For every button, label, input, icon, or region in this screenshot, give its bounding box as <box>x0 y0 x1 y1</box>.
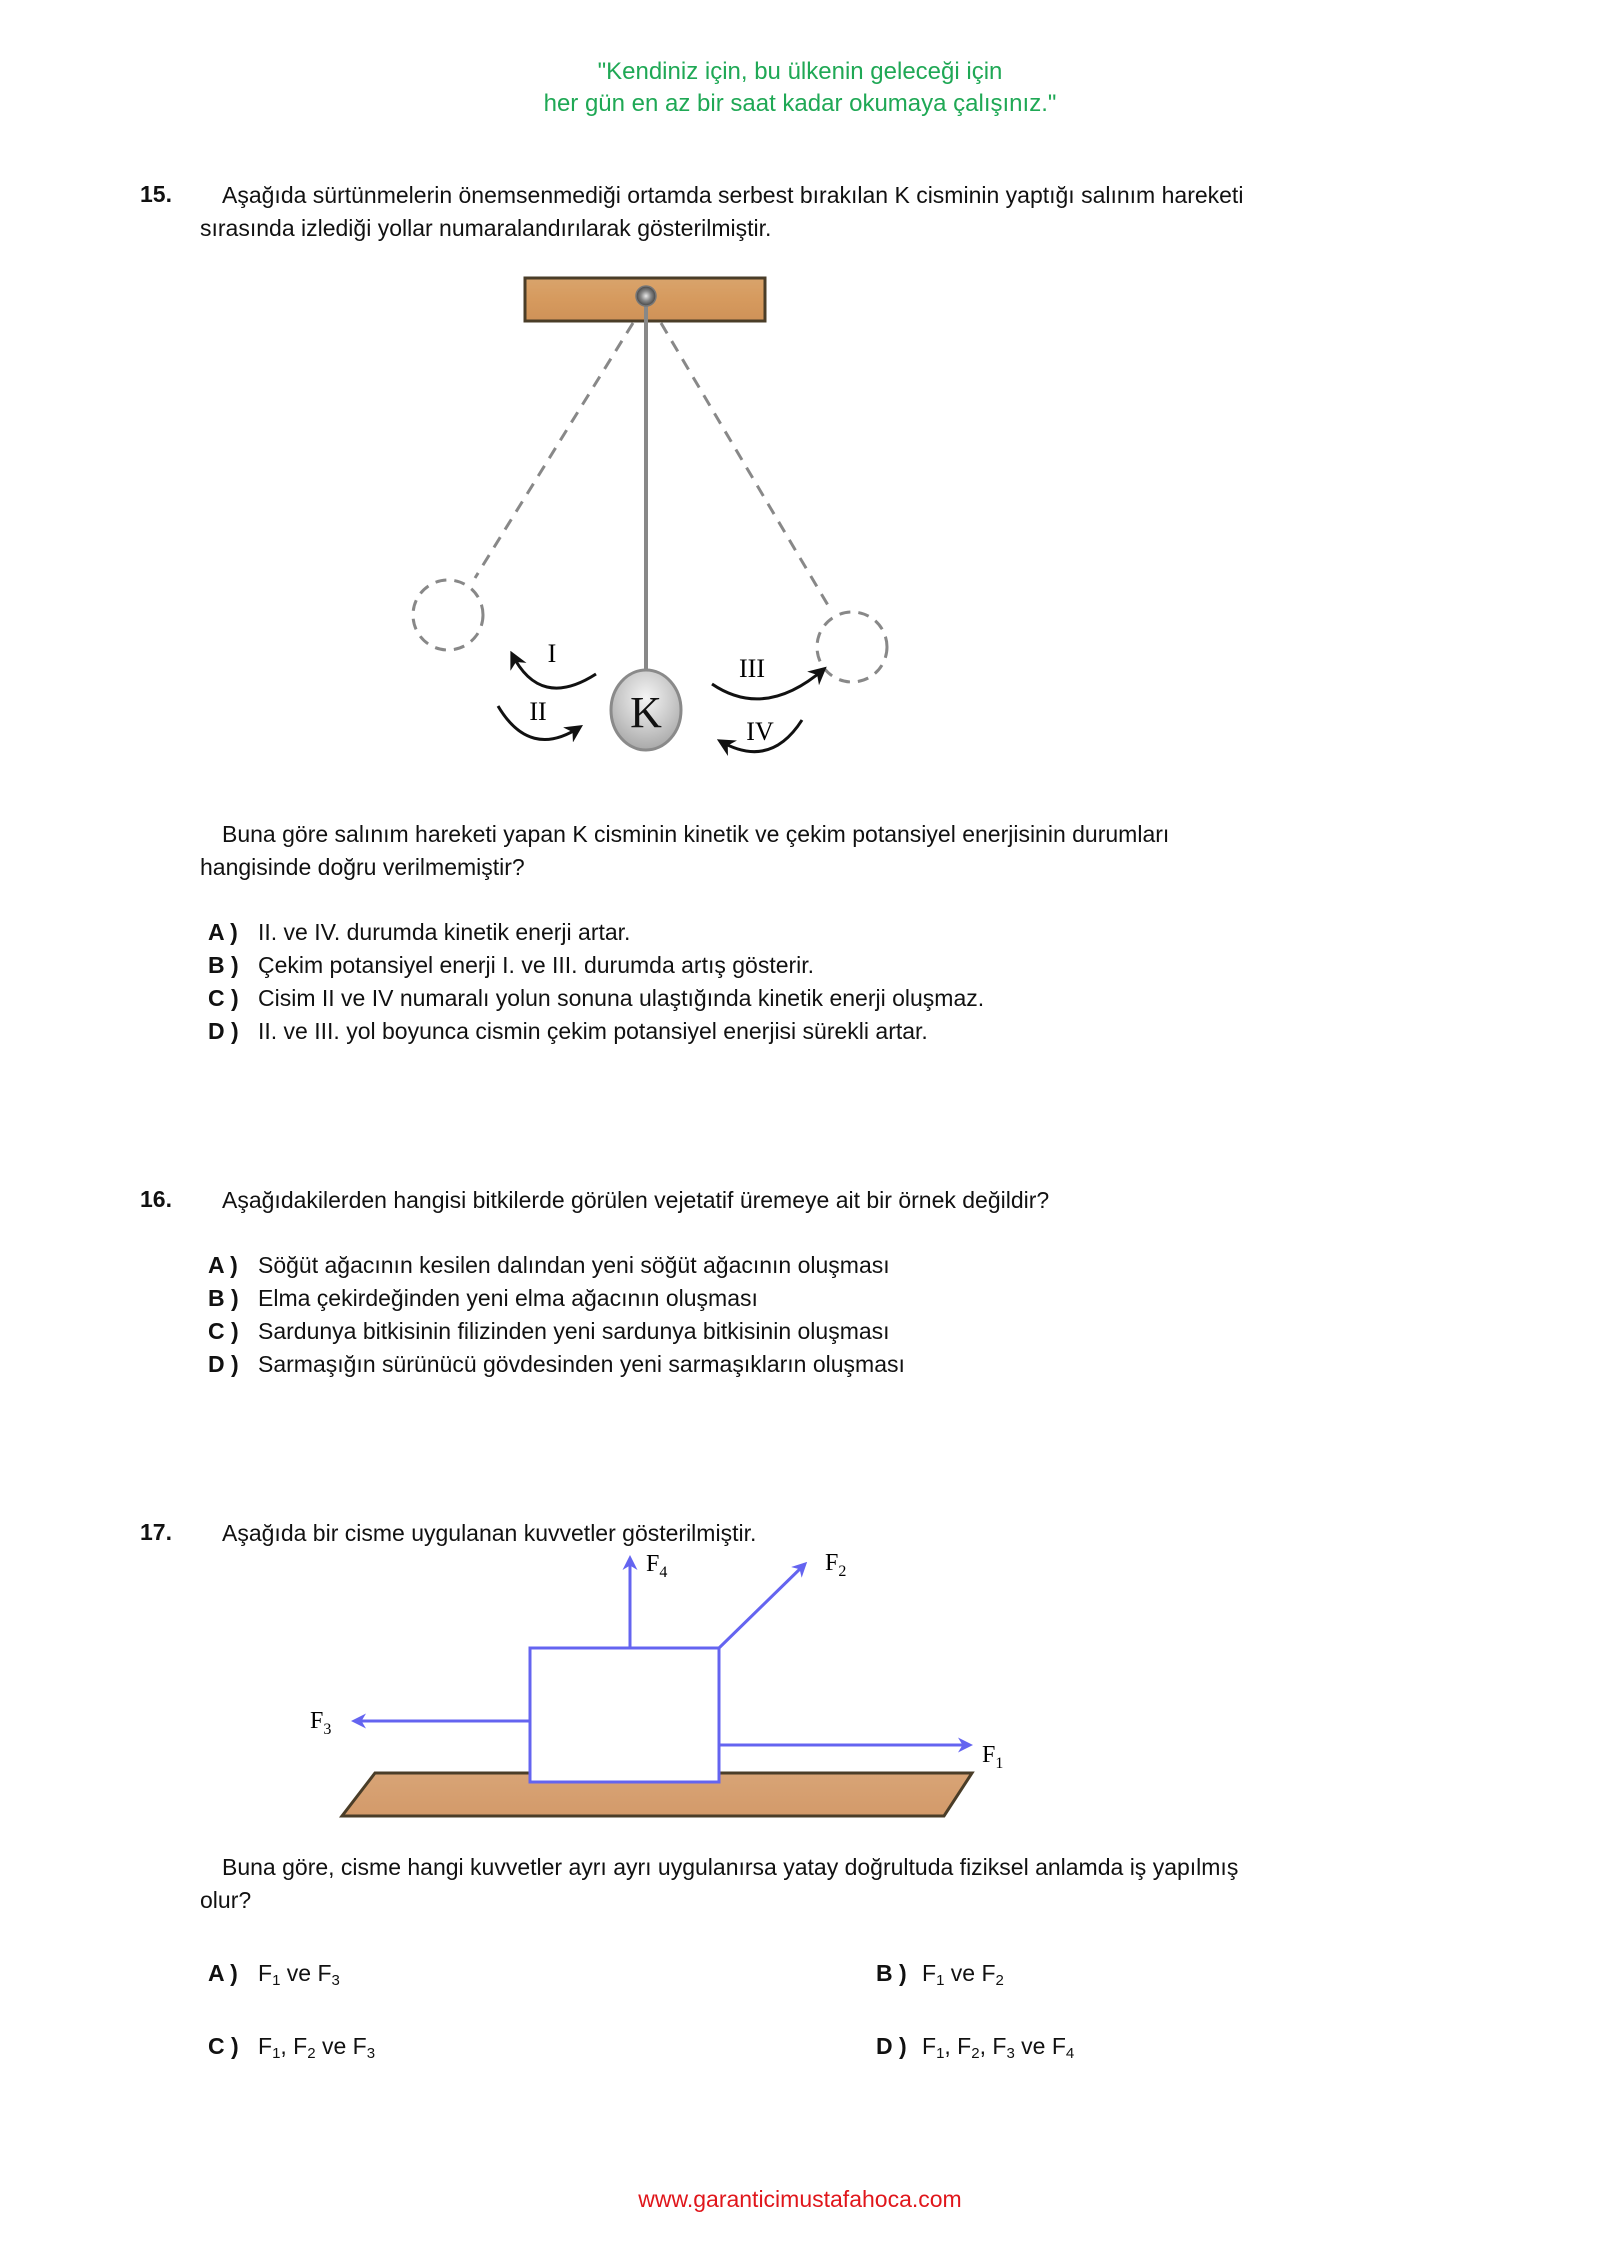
question-number: 17. <box>140 1519 172 1545</box>
question-prompt-line-1: Buna göre salınım hareketi yapan K cisminin kinetik ve çekim potansiyel enerjisinin durumları <box>222 821 1170 847</box>
right-dashed-string <box>661 323 832 612</box>
force-f2-arrow <box>719 1564 805 1648</box>
question-prompt-line-1: Buna göre, cisme hangi kuvvetler ayrı ayrı uygulanırsa yatay doğrultuda fiziksel anlamda iş yapılmış <box>222 1854 1239 1880</box>
option-b[interactable]: B ) $F_1$ ve $F_2$ <box>876 1960 1004 1989</box>
option-b[interactable]: B ) Çekim potansiyel enerji I. ve III. durumda artış gösterir. <box>208 952 815 978</box>
question-text-line-1: Aşağıda sürtünmelerin önemsenmediği ortamda serbest bırakılan K cisminin yaptığı salınım hareketi <box>222 182 1244 208</box>
option-a[interactable]: A ) Söğüt ağacının kesilen dalından yeni söğüt ağacının oluşması <box>208 1252 890 1278</box>
answer-options <box>208 916 984 1048</box>
question-text-line-2: sırasında izlediği yollar numaralandırılarak gösterilmiştir. <box>200 215 772 241</box>
force-f3-label: $F_3$ <box>310 1708 332 1738</box>
left-dashed-string <box>475 323 633 578</box>
object-box <box>530 1648 719 1782</box>
left-extreme-position <box>413 580 483 650</box>
option-a[interactable]: A ) II. ve IV. durumda kinetik enerji artar. <box>208 919 631 945</box>
option-c[interactable]: C ) Cisim II ve IV numaralı yolun sonuna ulaştığında kinetik enerji oluşmaz. <box>208 985 985 1011</box>
forces-figure <box>280 1540 1040 1840</box>
question-text: Aşağıda bir cisme uygulanan kuvvetler gösterilmiştir. <box>222 1520 757 1546</box>
question-prompt-line-2: hangisinde doğru verilmemiştir? <box>200 854 525 880</box>
option-b[interactable]: B ) Elma çekirdeğinden yeni elma ağacının oluşması <box>208 1285 758 1311</box>
path-label-ii: II <box>529 697 547 726</box>
option-d[interactable]: D ) $F_1$, $F_2$, $F_3$ ve $F_4$ <box>876 2033 1075 2062</box>
question-number: 15. <box>140 181 172 207</box>
path-label-iii: III <box>739 654 765 683</box>
option-d[interactable]: D ) II. ve III. yol boyunca cismin çekim potansiyel enerjisi sürekli artar. <box>208 1018 928 1044</box>
force-f1-label: $F_1$ <box>982 1742 1004 1772</box>
motto-line-2: her gün en az bir saat kadar okumaya çalışınız." <box>543 90 1057 117</box>
path-label-i: I <box>547 639 557 668</box>
motto-line-1: "Kendiniz için, bu ülkenin geleceği için <box>597 58 1003 85</box>
option-c[interactable]: C ) Sardunya bitkisinin filizinden yeni sardunya bitkisinin oluşması <box>208 1318 890 1344</box>
force-f2-label: $F_2$ <box>825 1550 847 1580</box>
arrow-path-iii <box>712 669 824 699</box>
right-extreme-position <box>817 612 887 682</box>
pivot-bolt-icon <box>636 286 656 306</box>
option-c[interactable]: C ) $F_1$, $F_2$ ve $F_3$ <box>208 2033 376 2062</box>
question-number: 16. <box>140 1186 172 1212</box>
force-f4-label: $F_4$ <box>646 1551 668 1581</box>
pendulum-figure <box>400 260 1100 820</box>
footer-website-link[interactable]: www.garanticimustafahoca.com <box>638 2186 962 2212</box>
answer-options <box>208 1249 905 1381</box>
question-text: Aşağıdakilerden hangisi bitkilerde görülen vejetatif üremeye ait bir örnek değildir? <box>222 1187 1050 1213</box>
ball-label: K <box>630 688 662 737</box>
option-a[interactable]: A ) $F_1$ ve $F_3$ <box>208 1960 340 1989</box>
option-d[interactable]: D ) Sarmaşığın sürünücü gövdesinden yeni sarmaşıkların oluşması <box>208 1351 905 1377</box>
motto-quote <box>0 56 1600 120</box>
question-prompt-line-2: olur? <box>200 1887 252 1913</box>
path-label-iv: IV <box>746 717 774 746</box>
